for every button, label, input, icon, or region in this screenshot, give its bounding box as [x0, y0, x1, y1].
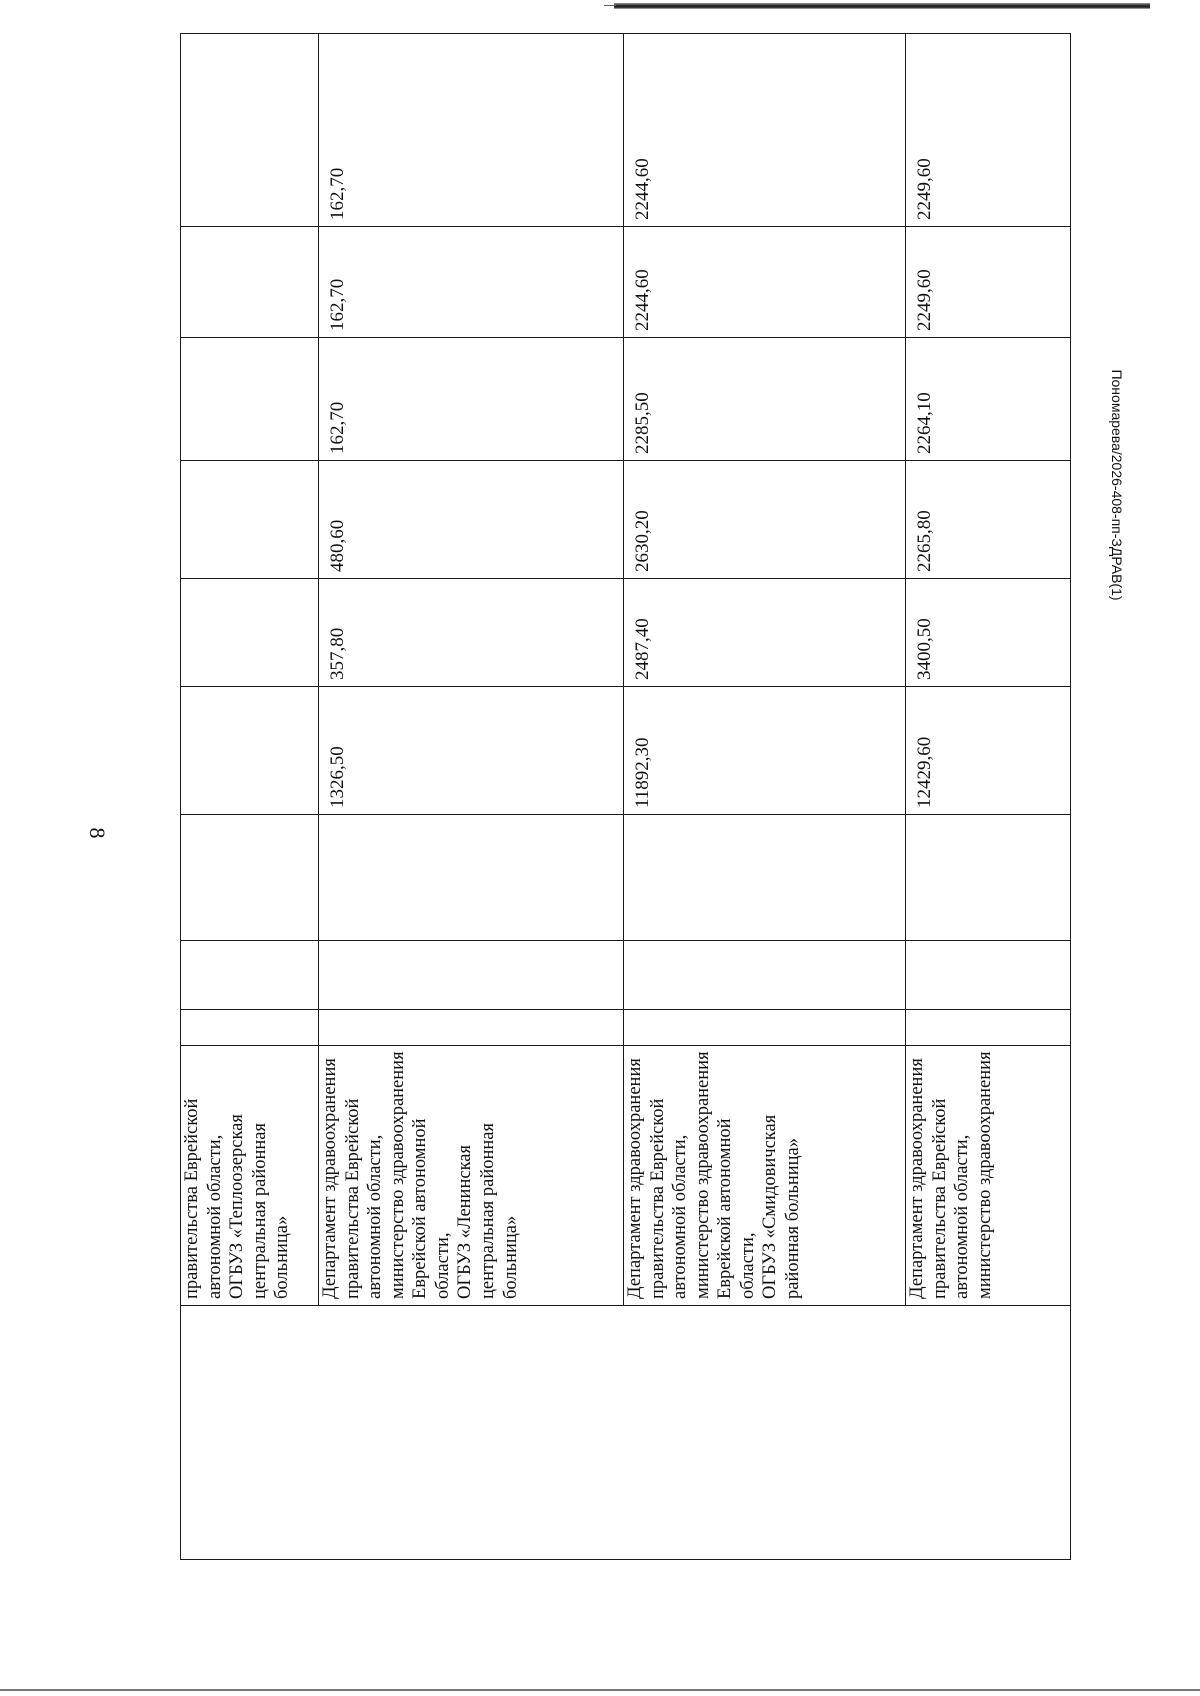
value-cell: [624, 1010, 906, 1046]
value-cell: 2249,60: [906, 227, 1071, 338]
value-cell: 2264,10: [906, 338, 1071, 461]
value-cell: [319, 941, 624, 1010]
value-cell: [181, 687, 319, 815]
value-cell: 2244,60: [624, 227, 906, 338]
value-cell: [906, 815, 1071, 941]
executor-cell: Департамент здравоохранения правительства Еврейской автономной области, министерство здравоохранения Еврейской автономной области, ОГБУЗ «Ленинская центральная районная больница»: [319, 1046, 624, 1306]
merged-empty-cell: [181, 1306, 1071, 1560]
value-cell: [181, 1010, 319, 1046]
value-cell: [181, 338, 319, 461]
value-cell: [624, 941, 906, 1010]
value-cell: [906, 941, 1071, 1010]
value-cell: [181, 461, 319, 579]
value-cell: 12429,60: [906, 687, 1071, 815]
value-cell: 2265,80: [906, 461, 1071, 579]
value-cell: [906, 1010, 1071, 1046]
value-cell: [181, 579, 319, 687]
value-cell: [624, 815, 906, 941]
value-cell: 162,70: [319, 227, 624, 338]
value-cell: 2285,50: [624, 338, 906, 461]
executor-cell: правительства Еврейской автономной области, ОГБУЗ «Теплоозерская центральная районная больница»: [181, 1046, 319, 1306]
table-row: [181, 34, 319, 1560]
document-code-text: Пономарева/2026-408-пп-ЗДРАВ(1): [1109, 369, 1125, 601]
value-cell: 162,70: [319, 338, 624, 461]
value-cell: 2487,40: [624, 579, 906, 687]
value-cell: [181, 815, 319, 941]
value-cell: [181, 227, 319, 338]
value-cell: [181, 941, 319, 1010]
value-cell: 357,80: [319, 579, 624, 687]
value-cell: 2244,60: [624, 34, 906, 227]
value-cell: [319, 815, 624, 941]
funding-table-container: [180, 34, 1070, 1560]
executor-cell: Департамент здравоохранения правительства Еврейской автономной области, министерство здравоохранения Еврейской автономной области, ОГБУЗ «Смидовичская районная больница»: [624, 1046, 906, 1306]
value-cell: 2630,20: [624, 461, 906, 579]
value-cell: [319, 1010, 624, 1046]
value-cell: 1326,50: [319, 687, 624, 815]
value-cell: 3400,50: [906, 579, 1071, 687]
executor-cell: Департамент здравоохранения правительства Еврейской автономной области, министерство здравоохранения: [906, 1046, 1071, 1306]
scan-edge-artifact: [614, 3, 1150, 9]
scan-edge-artifact-bottom: [0, 1689, 1200, 1691]
value-cell: 11892,30: [624, 687, 906, 815]
value-cell: 2249,60: [906, 34, 1071, 227]
value-cell: 162,70: [319, 34, 624, 227]
value-cell: 480,60: [319, 461, 624, 579]
value-cell: [181, 34, 319, 227]
document-code: [1102, 245, 1132, 725]
page-number: 8: [85, 827, 110, 839]
funding-table: [180, 33, 1071, 1560]
